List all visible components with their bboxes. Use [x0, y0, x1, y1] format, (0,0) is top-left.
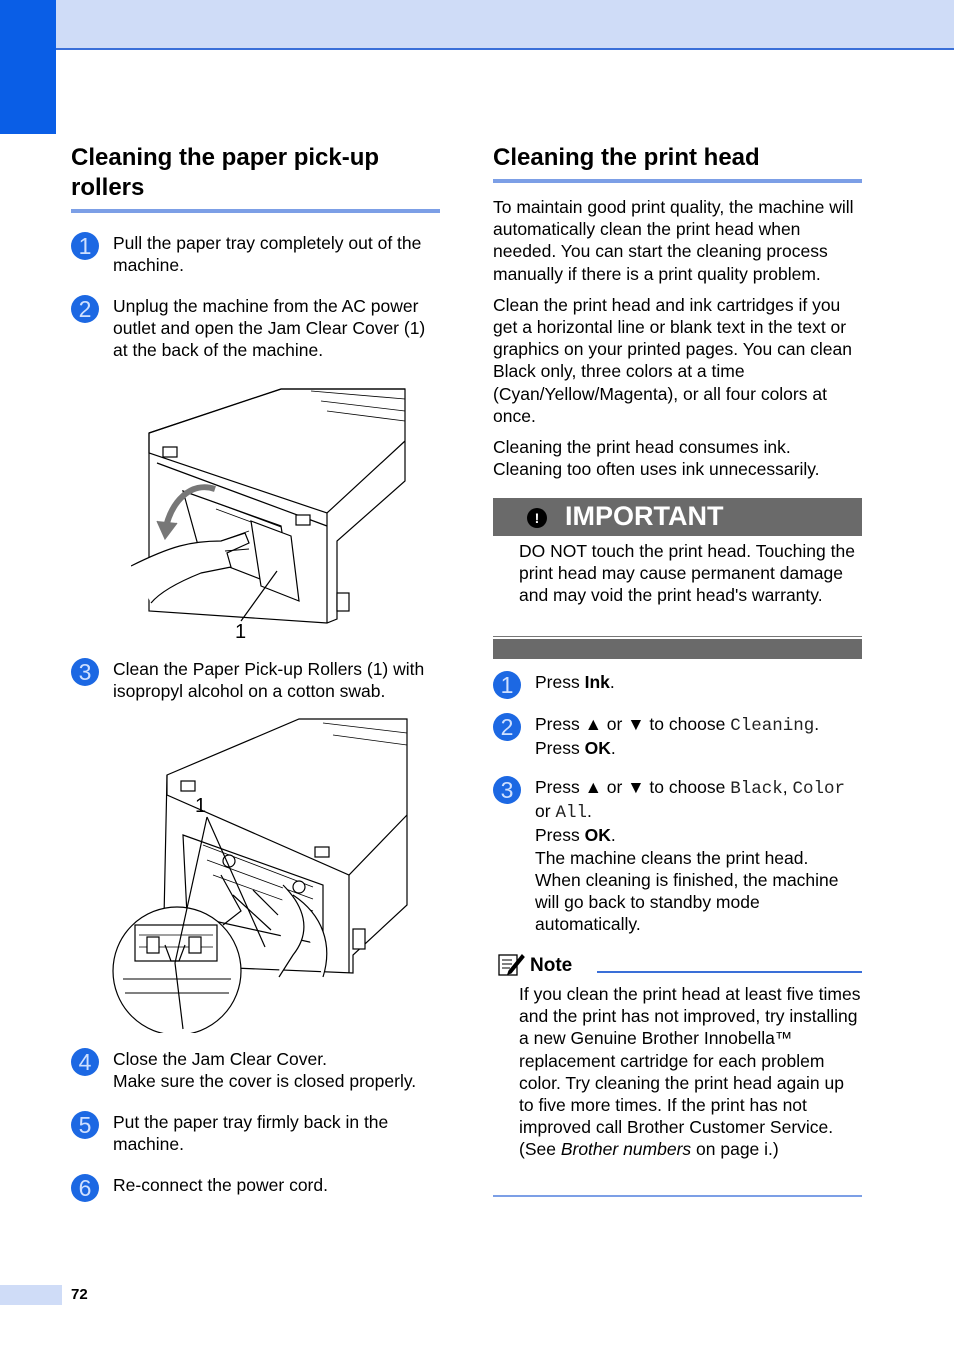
note-header — [493, 951, 862, 979]
menu-option: Black — [730, 779, 783, 799]
step-text: Press ▲ or ▼ to choose Black, Color or All. Press OK. The machine cleans the print head. When cleaning is finished, the machine will go back to standby mode automatically. — [535, 777, 845, 935]
step-number-badge: 4 — [71, 1048, 99, 1076]
down-arrow-icon: ▼ — [627, 777, 645, 797]
step-number-badge: 5 — [71, 1111, 99, 1139]
pick-up-rollers-illustration — [103, 715, 411, 1033]
step-text: Close the Jam Clear Cover. Make sure the cover is closed properly. — [113, 1049, 417, 1092]
step-number-badge: 2 — [71, 295, 99, 323]
page-number: 72 — [71, 1286, 88, 1303]
key-ok: OK — [584, 738, 611, 759]
jam-clear-cover-illustration — [131, 381, 421, 641]
step-number-badge: 6 — [71, 1174, 99, 1202]
exclamation-icon: ! — [527, 508, 547, 528]
step-text: Press ▲ or ▼ to choose Cleaning. Press OK. — [535, 714, 820, 759]
note-rule — [597, 971, 862, 973]
important-header — [493, 498, 862, 536]
menu-option: Color — [792, 779, 845, 799]
step-number-badge: 1 — [71, 232, 99, 260]
page-number-tab — [0, 1285, 62, 1305]
section-heading-print-head: Cleaning the print head — [493, 144, 760, 171]
up-arrow-icon: ▲ — [584, 777, 602, 797]
step-text: Put the paper tray firmly back in the machine. — [113, 1112, 389, 1155]
important-body: DO NOT touch the print head. Touching the print head may cause permanent damage and may void the print head's warranty. — [519, 541, 855, 606]
callout-label: 1 — [235, 621, 247, 641]
left-column — [71, 143, 440, 1201]
step-number-badge: 3 — [493, 776, 521, 804]
paragraph: Cleaning the print head consumes ink. Cleaning too often uses ink unnecessarily. — [493, 437, 820, 480]
heading-rule — [71, 209, 440, 213]
heading-rule — [493, 179, 862, 183]
paragraph: To maintain good print quality, the machine will automatically clean the print head when needed. You can start the cleaning process manually if there is a print quality problem. — [493, 197, 854, 284]
paragraph: Clean the print head and ink cartridges if you get a horizontal line or blank text in the text or graphics on your printed pages. You can clean Black only, three colors at a time (Cyan/Yellow/Magenta), or all four colors at once. — [493, 294, 853, 426]
note-title: Note — [530, 955, 573, 976]
down-arrow-icon: ▼ — [627, 714, 645, 734]
header-band — [0, 0, 954, 50]
key-ink: Ink — [584, 672, 610, 692]
note-box — [493, 951, 862, 1161]
note-end-rule — [493, 1195, 862, 1197]
right-column — [493, 143, 862, 1160]
step-text: Pull the paper tray completely out of the machine. — [113, 233, 422, 276]
step-text: Press Ink. — [535, 672, 615, 692]
menu-option: Cleaning — [730, 716, 815, 736]
section-heading-rollers: Cleaning the paper pick-up rollers — [71, 144, 380, 201]
note-body: If you clean the print head at least five times and the print has not improved, try installing a new Genuine Brother Innobella™ replacement cartridge for each problem color. Try cleaning the print head again up to five more times. If the print has not improved call Brother Customer Service. (See Brother numbers on page i.) — [519, 984, 861, 1160]
chapter-tab — [0, 0, 56, 134]
step-number-badge: 1 — [493, 671, 521, 699]
important-footer — [493, 636, 862, 659]
important-title: IMPORTANT — [565, 501, 724, 531]
up-arrow-icon: ▲ — [584, 714, 602, 734]
step-number-badge: 2 — [493, 713, 521, 741]
key-ok: OK — [584, 825, 611, 846]
step-number-badge: 3 — [71, 658, 99, 686]
note-pencil-icon — [497, 951, 525, 977]
cross-reference: Brother numbers — [560, 1139, 692, 1160]
step-text: Clean the Paper Pick-up Rollers (1) with isopropyl alcohol on a cotton swab. — [113, 659, 425, 702]
callout-label: 1 — [195, 795, 207, 817]
menu-option: All — [555, 803, 587, 824]
important-box — [493, 498, 862, 658]
step-text: Re-connect the power cord. — [113, 1175, 328, 1195]
step-text: Unplug the machine from the AC power outlet and open the Jam Clear Cover (1) at the back of the machine. — [113, 296, 426, 361]
